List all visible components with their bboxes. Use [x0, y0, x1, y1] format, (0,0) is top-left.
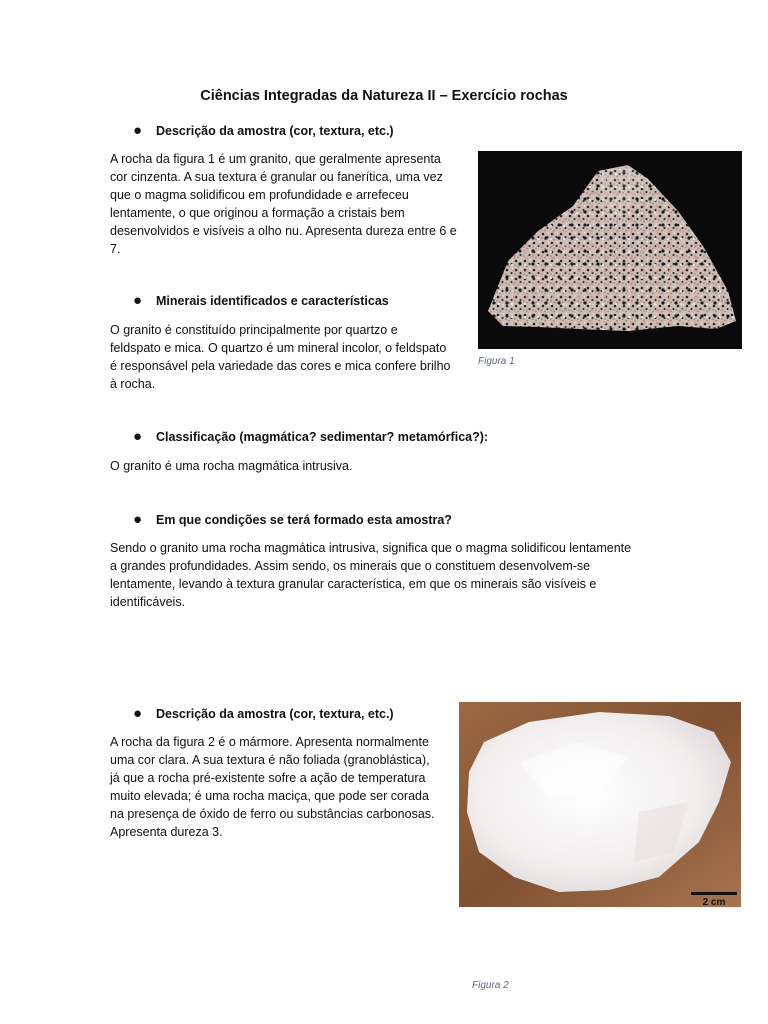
- text-line: a grandes profundidades. Assim sendo, os minerais que o constituem desenvolvem-se: [110, 559, 591, 573]
- marble-rock-image: [459, 702, 741, 907]
- figure-1-caption: Figura 1: [478, 356, 515, 367]
- heading-minerais: [133, 292, 389, 309]
- text-line: A rocha da figura 2 é o mármore. Apresenta normalmente: [110, 735, 429, 749]
- paragraph-minerais: [110, 321, 470, 393]
- text-line: identificáveis.: [110, 595, 186, 609]
- text-line: já que a rocha pré-existente sofre a ação de temperatura: [110, 771, 426, 785]
- text-line: que o magma solidificou em profundidade e arrefeceu: [110, 188, 409, 202]
- text-line: A rocha da figura 1 é um granito, que geralmente apresenta: [110, 152, 441, 166]
- heading-classificacao-label: Classificação (magmática? sedimentar? metamórfica?):: [156, 430, 489, 444]
- granite-rock-image: [478, 151, 742, 349]
- bullet-icon: ●: [133, 428, 143, 445]
- text-line: 7.: [110, 242, 121, 256]
- heading-condicoes-label: Em que condições se terá formado esta amostra?: [156, 513, 452, 527]
- page-title: Ciências Integradas da Natureza II – Exercício rochas: [200, 88, 568, 104]
- text-line: lentamente, levando à textura granular característica, em que os minerais são visíveis e: [110, 577, 597, 591]
- paragraph-condicoes: [110, 539, 670, 611]
- heading-descricao-1-label: Descrição da amostra (cor, textura, etc.): [156, 124, 394, 138]
- heading-minerais-label: Minerais identificados e características: [156, 294, 389, 308]
- scale-bar: [691, 892, 737, 895]
- bullet-icon: ●: [133, 511, 143, 528]
- scale-label: 2 cm: [702, 897, 726, 907]
- marble-photo: [459, 702, 741, 907]
- paragraph-classificacao: O granito é uma rocha magmática intrusiva.: [110, 459, 353, 473]
- granite-photo: [478, 151, 742, 349]
- text-line: à rocha.: [110, 377, 156, 391]
- heading-condicoes: [133, 511, 452, 528]
- text-line: O granito é constituído principalmente por quartzo e: [110, 323, 398, 337]
- heading-descricao-2: [133, 705, 394, 722]
- heading-descricao-1: [133, 122, 394, 139]
- heading-classificacao: [133, 428, 489, 445]
- text-line: feldspato e mica. O quartzo é um mineral incolor, o feldspato: [110, 341, 447, 355]
- text-line: Sendo o granito uma rocha magmática intrusiva, significa que o magma solidificou lentamente: [110, 541, 632, 555]
- text-line: desenvolvidos e visíveis a olho nu. Apresenta dureza entre 6 e: [110, 224, 457, 238]
- text-line: Apresenta dureza 3.: [110, 825, 223, 839]
- text-line: na presença de óxido de ferro ou substâncias carbonosas.: [110, 807, 435, 821]
- heading-descricao-2-label: Descrição da amostra (cor, textura, etc.): [156, 707, 394, 721]
- text-line: muito elevada; é uma rocha maciça, que pode ser corada: [110, 789, 429, 803]
- bullet-icon: ●: [133, 705, 143, 722]
- text-line: cor cinzenta. A sua textura é granular ou fanerítica, uma vez: [110, 170, 443, 184]
- text-line: é responsável pela variedade das cores e mica confere brilho: [110, 359, 451, 373]
- figure-2-caption: Figura 2: [472, 980, 509, 991]
- bullet-icon: ●: [133, 122, 143, 139]
- bullet-icon: ●: [133, 292, 143, 309]
- text-line: uma cor clara. A sua textura é não foliada (granoblástica),: [110, 753, 430, 767]
- paragraph-descricao-1: [110, 150, 470, 258]
- paragraph-descricao-2: [110, 733, 455, 841]
- text-line: lentamente, o que originou a formação a cristais bem: [110, 206, 405, 220]
